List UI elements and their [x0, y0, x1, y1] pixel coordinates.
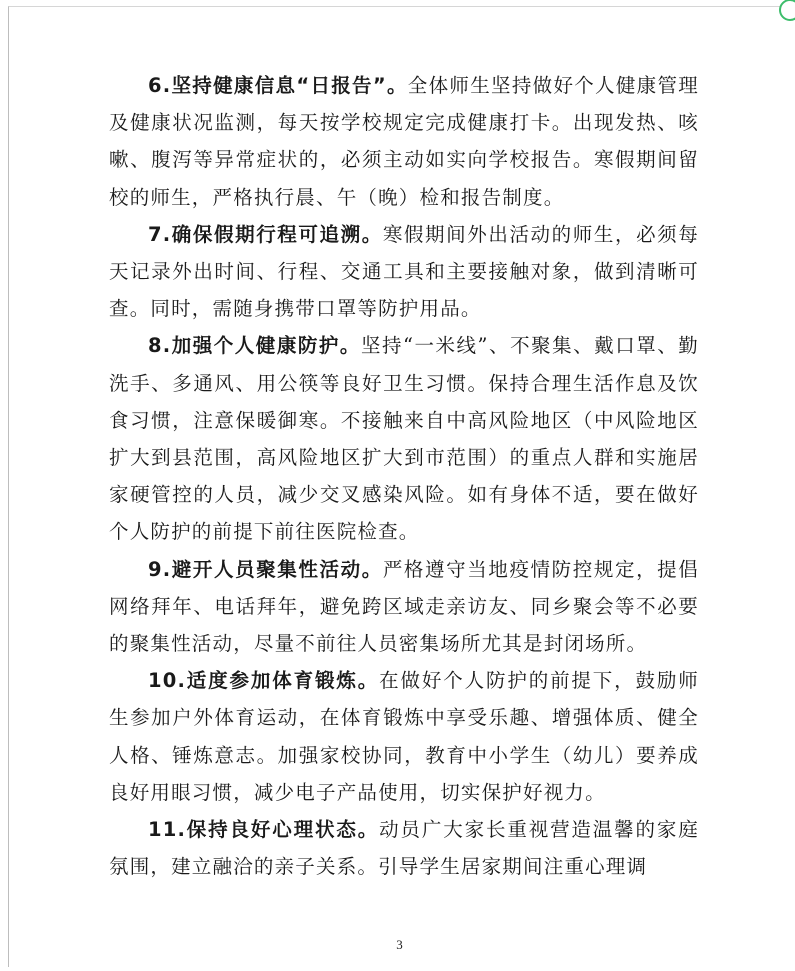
page-content — [109, 67, 699, 885]
section-8-paragraph — [109, 327, 699, 550]
section-6-body: 全体师生坚持做好个人健康管理及健康状况监测，每天按学校规定完成健康打卡。出现发热、咳嗽、腹泻等异常症状的，必须主动如实向学校报告。寒假期间留校的师生，严格执行晨、午（晚）检和报告制度。 — [109, 74, 699, 209]
section-11-paragraph — [109, 811, 699, 885]
section-9-paragraph — [109, 551, 699, 663]
document-page — [8, 6, 789, 967]
section-11-body: 动员广大家长重视营造温馨的家庭氛围，建立融洽的亲子关系。引导学生居家期间注重心理调 — [109, 818, 699, 879]
section-7-heading: 7.确保假期行程可追溯。 — [148, 222, 383, 246]
section-8-heading: 8.加强个人健康防护。 — [148, 334, 361, 358]
section-8-body: 坚持“一米线”、不聚集、戴口罩、勤洗手、多通风、用公筷等良好卫生习惯。保持合理生活作息及饮食习惯，注意保暖御寒。不接触来自中高风险地区（中风险地区扩大到县范围，高风险地区扩大到市范围）的重点人群和实施居家硬管控的人员，减少交叉感染风险。如有身体不适，要在做好个人防护的前提下前往医院检查。 — [109, 334, 699, 544]
section-10-body: 在做好个人防护的前提下，鼓励师生参加户外体育运动，在体育锻炼中享受乐趣、增强体质、健全人格、锤炼意志。加强家校协同，教育中小学生（幼儿）要养成良好用眼习惯，减少电子产品使用，切实保护好视力。 — [109, 669, 699, 804]
section-10-paragraph — [109, 662, 699, 811]
status-indicator-icon — [779, 0, 795, 21]
section-6-paragraph — [109, 67, 699, 216]
section-10-heading: 10.适度参加体育锻炼。 — [148, 669, 380, 693]
section-7-body: 寒假期间外出活动的师生，必须每天记录外出时间、行程、交通工具和主要接触对象，做到清晰可查。同时，需随身携带口罩等防护用品。 — [109, 222, 699, 321]
section-11-heading: 11.保持良好心理状态。 — [148, 818, 380, 842]
section-6-heading: 6.坚持健康信息“日报告”。 — [148, 74, 408, 97]
page-number: 3 — [396, 937, 403, 952]
section-9-body: 严格遵守当地疫情防控规定，提倡网络拜年、电话拜年，避免跨区域走亲访友、同乡聚会等不必要的聚集性活动，尽量不前往人员密集场所尤其是封闭场所。 — [109, 557, 699, 656]
section-7-paragraph — [109, 216, 699, 328]
section-9-heading: 9.避开人员聚集性活动。 — [148, 557, 383, 581]
